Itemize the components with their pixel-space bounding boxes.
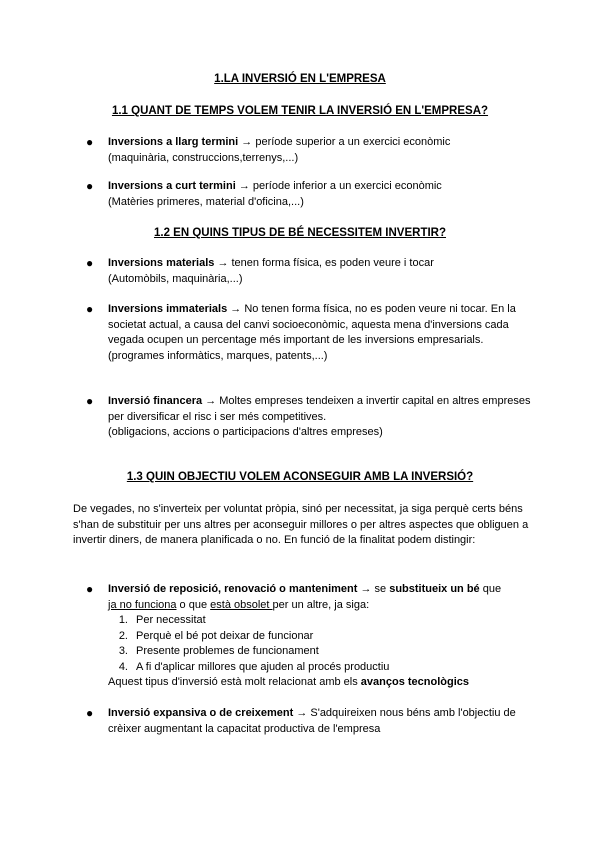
item-term: Inversions materials xyxy=(108,257,215,269)
numbered-item xyxy=(108,644,389,660)
bullet-icon: ● xyxy=(86,706,94,720)
item-number: 3. xyxy=(118,645,128,657)
item-note: (Automòbils, maquinària,...) xyxy=(108,272,243,285)
item-term: Inversió de reposició, renovació o manteniment xyxy=(108,583,358,595)
bullet-icon: ● xyxy=(86,179,94,193)
item-note: (obligacions, accions o participacions d'altres empreses) xyxy=(108,426,383,438)
item-text: → període superior a un exercici econòmic xyxy=(238,136,451,148)
item-term: Inversions a llarg termini xyxy=(108,136,239,148)
numbered-item xyxy=(108,613,389,629)
item-text: → tenen forma física, es poden veure i tocar xyxy=(214,257,434,269)
item-note: (programes informàtics, marques, patents,...) xyxy=(108,349,328,362)
item-text: per un altre, ja siga: xyxy=(272,598,370,611)
item-text: → se xyxy=(357,583,390,595)
bullet-icon: ● xyxy=(86,302,94,316)
item-text: Aquest tipus d'inversió està molt relacionat amb els xyxy=(108,676,361,688)
item-summary xyxy=(108,675,578,691)
item-text: Presente problemes de funcionament xyxy=(136,645,319,657)
item-number: 4. xyxy=(118,660,128,673)
underlined-text: ja no funciona xyxy=(108,598,177,611)
list-item xyxy=(86,706,546,737)
item-term: Inversió expansiva o de creixement xyxy=(108,707,294,719)
item-note: (maquinària, construccions,terrenys,...) xyxy=(108,151,299,164)
bullet-icon: ● xyxy=(86,256,94,270)
section-3-heading: 1.3 QUIN OBJECTIU VOLEM ACONSEGUIR AMB LA INVERSIÓ? xyxy=(126,471,474,483)
item-text: → S'adquireixen nous béns amb l'objectiu de crèixer augmentant la capacitat productiva de l'empresa xyxy=(108,707,516,735)
list-item xyxy=(86,256,546,287)
item-note: (Matèries primeres, material d'oficina,...) xyxy=(108,195,304,208)
section-2-heading: 1.2 EN QUINS TIPUS DE BÉ NECESSITEM INVERTIR? xyxy=(153,227,447,239)
item-text: Perquè el bé pot deixar de funcionar xyxy=(136,629,314,642)
numbered-item xyxy=(108,660,389,676)
item-number: 1. xyxy=(118,614,128,626)
list-item xyxy=(86,582,546,613)
bullet-icon: ● xyxy=(86,135,94,149)
item-term: Inversió financera xyxy=(108,395,203,407)
page-title: 1.LA INVERSIÓ EN L'EMPRESA xyxy=(214,73,386,85)
item-text: → període inferior a un exercici econòmic xyxy=(235,180,442,192)
item-text: → No tenen forma física, no es poden veure ni tocar. En la societat actual, a causa del canvi socioeconòmic, aquesta mena d'inversions cada vegada ocupen un percentage més important de les inversions empresarials. xyxy=(108,303,516,346)
list-item xyxy=(86,302,546,364)
list-item xyxy=(86,394,546,441)
item-text: Per necessitat xyxy=(136,614,206,626)
section-3-intro: De vegades, no s'inverteix per voluntat pròpia, sinó per necessitat, ja siga perquè certs béns s'han de substituir per uns altres per aconseguir millores o per altres aspectes que obliguen a invertir diners, de manera planificada o no. En funció de la finalitat podem distingir: xyxy=(73,503,529,546)
item-text: o que xyxy=(176,598,211,611)
item-text: → Moltes empreses tendeixen a invertir capital en altres empreses per diversificar el risc i ser més competitives. xyxy=(108,395,531,423)
item-term: Inversions immaterials xyxy=(108,303,228,315)
underlined-text: està obsolet xyxy=(210,598,273,611)
numbered-list xyxy=(108,613,389,675)
item-text: que xyxy=(479,583,502,595)
bullet-icon: ● xyxy=(86,394,94,408)
item-bold: avanços tecnològics xyxy=(360,676,469,688)
item-bold: substitueix un bé xyxy=(389,583,480,595)
numbered-item xyxy=(108,629,389,645)
bullet-icon: ● xyxy=(86,582,94,596)
item-term: Inversions a curt termini xyxy=(108,180,236,192)
list-item xyxy=(86,135,546,166)
item-text: A fi d'aplicar millores que ajuden al procés productiu xyxy=(136,660,390,673)
list-item xyxy=(86,179,546,210)
item-number: 2. xyxy=(118,629,128,642)
section-1-heading: 1.1 QUANT DE TEMPS VOLEM TENIR LA INVERSIÓ EN L'EMPRESA? xyxy=(111,105,489,117)
